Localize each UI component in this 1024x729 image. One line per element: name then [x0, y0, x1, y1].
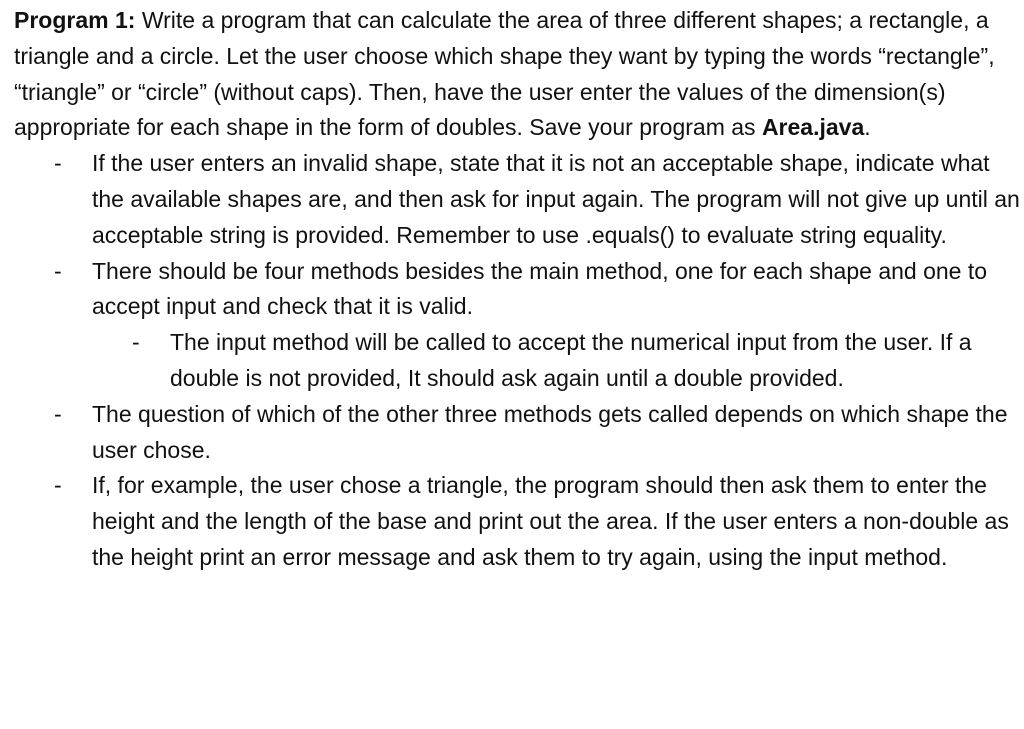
bullet-dash: - [132, 329, 140, 356]
intro-paragraph [14, 3, 1020, 146]
sub-list-item [92, 325, 1020, 397]
list-item [14, 468, 1020, 575]
sub-requirements-list [92, 325, 1020, 397]
bullet-dash: - [54, 400, 62, 427]
list-item [14, 146, 1020, 253]
bullet-text: If the user enters an invalid shape, state that it is not an acceptable shape, indicate what the available shapes are, and then ask for input again. The program will not give up until an acceptable string is provided. Remember to use .equals() to evaluate string equality. [92, 150, 1020, 248]
filename: Area.java [761, 114, 865, 141]
bullet-text: If, for example, the user chose a triangle, the program should then ask them to enter the height and the length of the base and print out the area. If the user enters a non-double as the height print an error message and ask them to try again, using the input method. [92, 472, 1009, 570]
bullet-dash: - [54, 472, 62, 499]
intro-end: . [864, 114, 871, 141]
assignment-document [14, 3, 1020, 576]
list-item [14, 254, 1020, 397]
program-heading: Program 1: [14, 7, 136, 33]
list-item [14, 397, 1020, 469]
bullet-dash: - [54, 150, 62, 177]
sub-bullet-text: The input method will be called to accept the numerical input from the user. If a double is not provided, It should ask again until a double provided. [170, 329, 972, 391]
intro-text: Write a program that can calculate the area of three different shapes; a rectangle, a triangle and a circle. Let the user choose which shape they want by typing the words “rectangle”, “triangle” or “circle” (without caps). Then, have the user enter the values of the dimension(s) appropriate for each shape in the form of doubles. Save your program as [14, 7, 995, 141]
bullet-text: The question of which of the other three methods gets called depends on which shape the user chose. [92, 400, 1008, 463]
requirements-list [14, 146, 1020, 576]
bullet-text: There should be four methods besides the main method, one for each shape and one to accept input and check that it is valid. [92, 257, 988, 320]
bullet-dash: - [54, 257, 62, 284]
